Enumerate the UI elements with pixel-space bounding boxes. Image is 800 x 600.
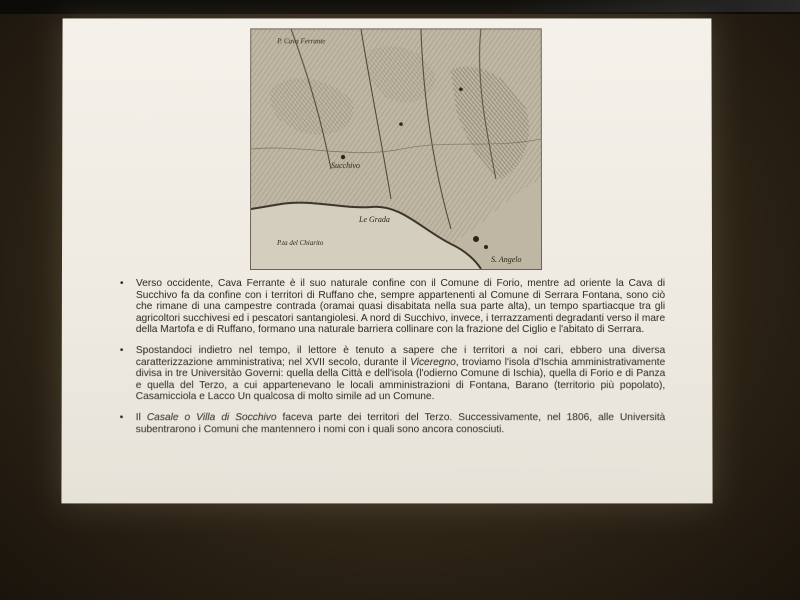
map-label-succhivo: Succhivo xyxy=(331,161,360,171)
bullet-dot-icon: • xyxy=(119,412,124,424)
map-label-sant-angelo: S. Angelo xyxy=(490,255,522,264)
bullet-text xyxy=(136,278,665,335)
historical-map-image xyxy=(250,28,542,270)
slide-text xyxy=(120,278,666,444)
map-label-bay: Le Grada xyxy=(359,215,390,225)
text-segment: Il xyxy=(135,412,147,424)
text-segment: faceva parte dei territori del Terzo. Successivamente, nel 1806, alle Università subentrarono i Comuni che mantennero i nomi con i quali sono ancora conosciuti. xyxy=(135,412,666,435)
bullet-text xyxy=(136,345,666,402)
bullet-text xyxy=(136,412,666,435)
map-label-top-left: P. Cava Ferrante xyxy=(277,37,326,46)
bullet-item xyxy=(120,345,666,403)
map-label-point-left: P.ta del Chiarito xyxy=(277,239,324,248)
italic-phrase: Viceregno xyxy=(410,356,456,368)
projected-slide xyxy=(61,18,712,503)
projector-top-edge-light xyxy=(500,0,800,12)
map-drawing xyxy=(251,29,541,269)
text-segment: , troviamo l'isola d'Ischia amministrativamente divisa in tre Universitào Governi: quella della Città e dell'isola (l'odierno Comune di Ischia), quella di Forio e di Panza e quella del Terzo, a cui appartenevano le locali amministrazioni di Fontana, Barano (territorio più popolato), Casamicciola e Lacco Un qualcosa di molto simile ad un Comune. xyxy=(135,356,666,403)
italic-phrase: Casale o Villa di Socchivo xyxy=(146,412,277,424)
bullet-item xyxy=(120,278,665,336)
bullet-item xyxy=(120,412,666,435)
bullet-dot-icon: • xyxy=(119,345,124,357)
bullet-dot-icon: • xyxy=(119,278,124,290)
text-segment: Verso occidente, Cava Ferrante è il suo naturale confine con il Comune di Forio, mentre ad oriente la Cava di Succhivo fa da confine con i territori di Ruffano che, sempre appartenenti al Comune di Serrara Fontana, sono ciò che rimane di una campestre contrada (oramai quasi disabitata nella sua parte alta), un tempo spartiacque tra gli agricoltori succhivesi ed i pescatori santangiolesi. A nord di Succhivo, invece, i terrazzamenti degradanti verso il mare della Martofa e di Ruffano, formano una naturale barriera collinare con la frazione del Ciglio e l'abitato di Serrara. xyxy=(135,278,666,336)
text-segment: Spostandoci indietro nel tempo, il lettore è tenuto a sapere che i territori a noi cari, ebbero una diversa caratterizzazione amministrativa; nel XVII secolo, durante il xyxy=(135,345,666,368)
